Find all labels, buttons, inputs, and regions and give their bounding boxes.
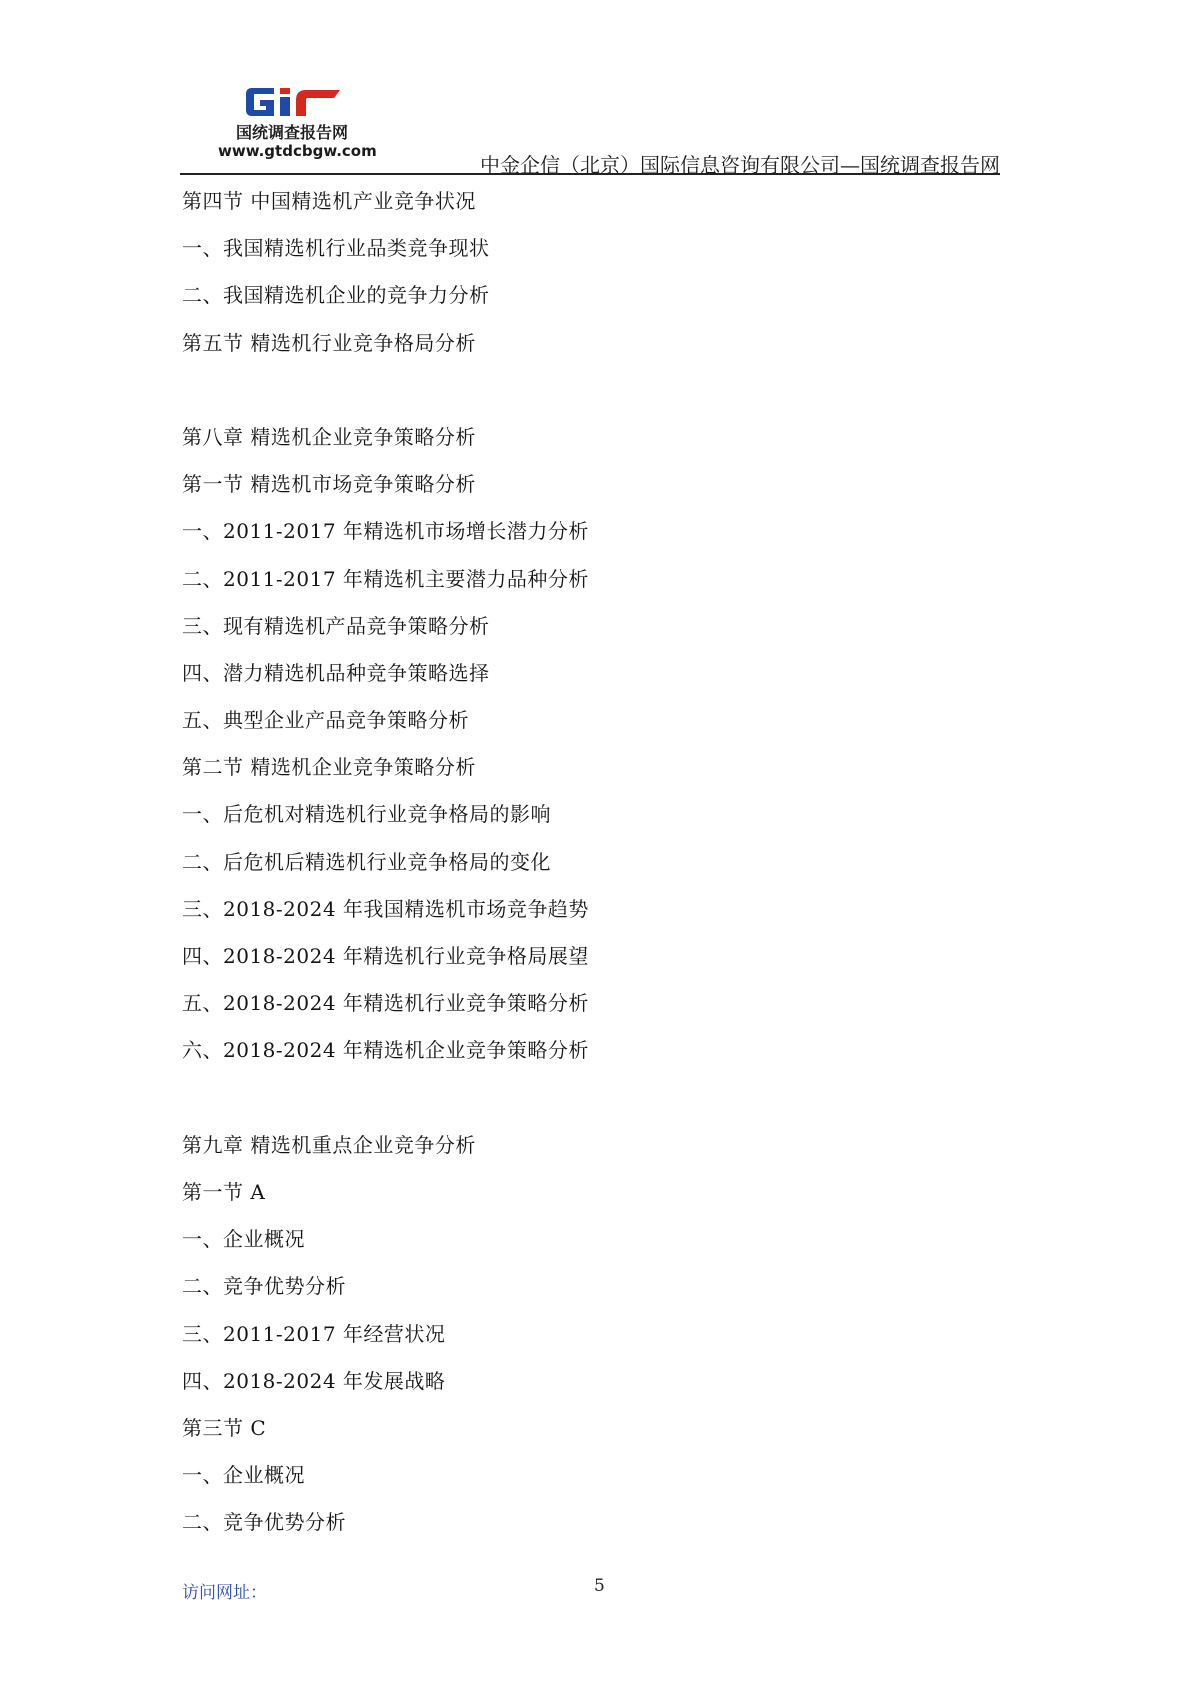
toc-entry: 四、2018-2024 年精选机行业竞争格局展望 bbox=[182, 944, 589, 968]
toc-entry: 二、2011-2017 年精选机主要潜力品种分析 bbox=[182, 566, 589, 591]
toc-entry: 四、潜力精选机品种竞争策略选择 bbox=[182, 660, 490, 685]
toc-entry: 第九章 精选机重点企业竞争分析 bbox=[182, 1132, 476, 1157]
toc-entry: 第八章 精选机企业竞争策略分析 bbox=[182, 424, 476, 449]
company-logo bbox=[218, 82, 377, 162]
toc-entry: 一、企业概况 bbox=[182, 1463, 305, 1488]
footer-visit-link[interactable]: 访问网址： bbox=[182, 1583, 267, 1603]
toc-entry: 第一节 精选机市场竞争策略分析 bbox=[182, 472, 476, 497]
gir-logo-mark-icon bbox=[244, 86, 344, 118]
logo-url: www.gtdcbgw.com bbox=[218, 142, 377, 160]
toc-entry: 二、竞争优势分析 bbox=[182, 1274, 346, 1299]
toc-entry: 五、2018-2024 年精选机行业竞争策略分析 bbox=[182, 991, 589, 1016]
toc-entry: 四、2018-2024 年发展战略 bbox=[182, 1368, 446, 1393]
toc-entry: 三、现有精选机产品竞争策略分析 bbox=[182, 613, 490, 638]
toc-entry: 一、后危机对精选机行业竞争格局的影响 bbox=[182, 802, 551, 827]
page-number: 5 bbox=[594, 1576, 605, 1596]
toc-entry: 第四节 中国精选机产业竞争状况 bbox=[182, 189, 476, 213]
toc-entry: 第三节 C bbox=[182, 1415, 267, 1440]
table-of-contents bbox=[182, 186, 589, 1554]
toc-entry: 六、2018-2024 年精选机企业竞争策略分析 bbox=[182, 1038, 589, 1063]
toc-entry: 一、企业概况 bbox=[182, 1227, 305, 1252]
header-divider bbox=[180, 173, 1000, 175]
toc-entry: 第五节 精选机行业竞争格局分析 bbox=[182, 330, 476, 355]
toc-entry: 一、我国精选机行业品类竞争现状 bbox=[182, 236, 490, 261]
toc-entry: 五、典型企业产品竞争策略分析 bbox=[182, 708, 469, 733]
toc-entry: 第二节 精选机企业竞争策略分析 bbox=[182, 755, 476, 780]
toc-entry: 第一节 A bbox=[182, 1179, 266, 1204]
toc-entry: 一、2011-2017 年精选机市场增长潜力分析 bbox=[182, 519, 589, 544]
toc-entry: 二、竞争优势分析 bbox=[182, 1510, 346, 1535]
toc-entry: 二、后危机后精选机行业竞争格局的变化 bbox=[182, 849, 551, 874]
toc-blank-line bbox=[182, 375, 589, 422]
logo-name: 国统调查报告网 bbox=[236, 123, 349, 142]
toc-entry: 三、2018-2024 年我国精选机市场竞争趋势 bbox=[182, 896, 589, 921]
toc-entry: 三、2011-2017 年经营状况 bbox=[182, 1321, 446, 1346]
toc-entry: 二、我国精选机企业的竞争力分析 bbox=[182, 283, 490, 308]
header-company-name: 中金企信（北京）国际信息咨询有限公司—国统调查报告网 bbox=[480, 153, 1000, 177]
toc-blank-line bbox=[182, 1083, 589, 1130]
